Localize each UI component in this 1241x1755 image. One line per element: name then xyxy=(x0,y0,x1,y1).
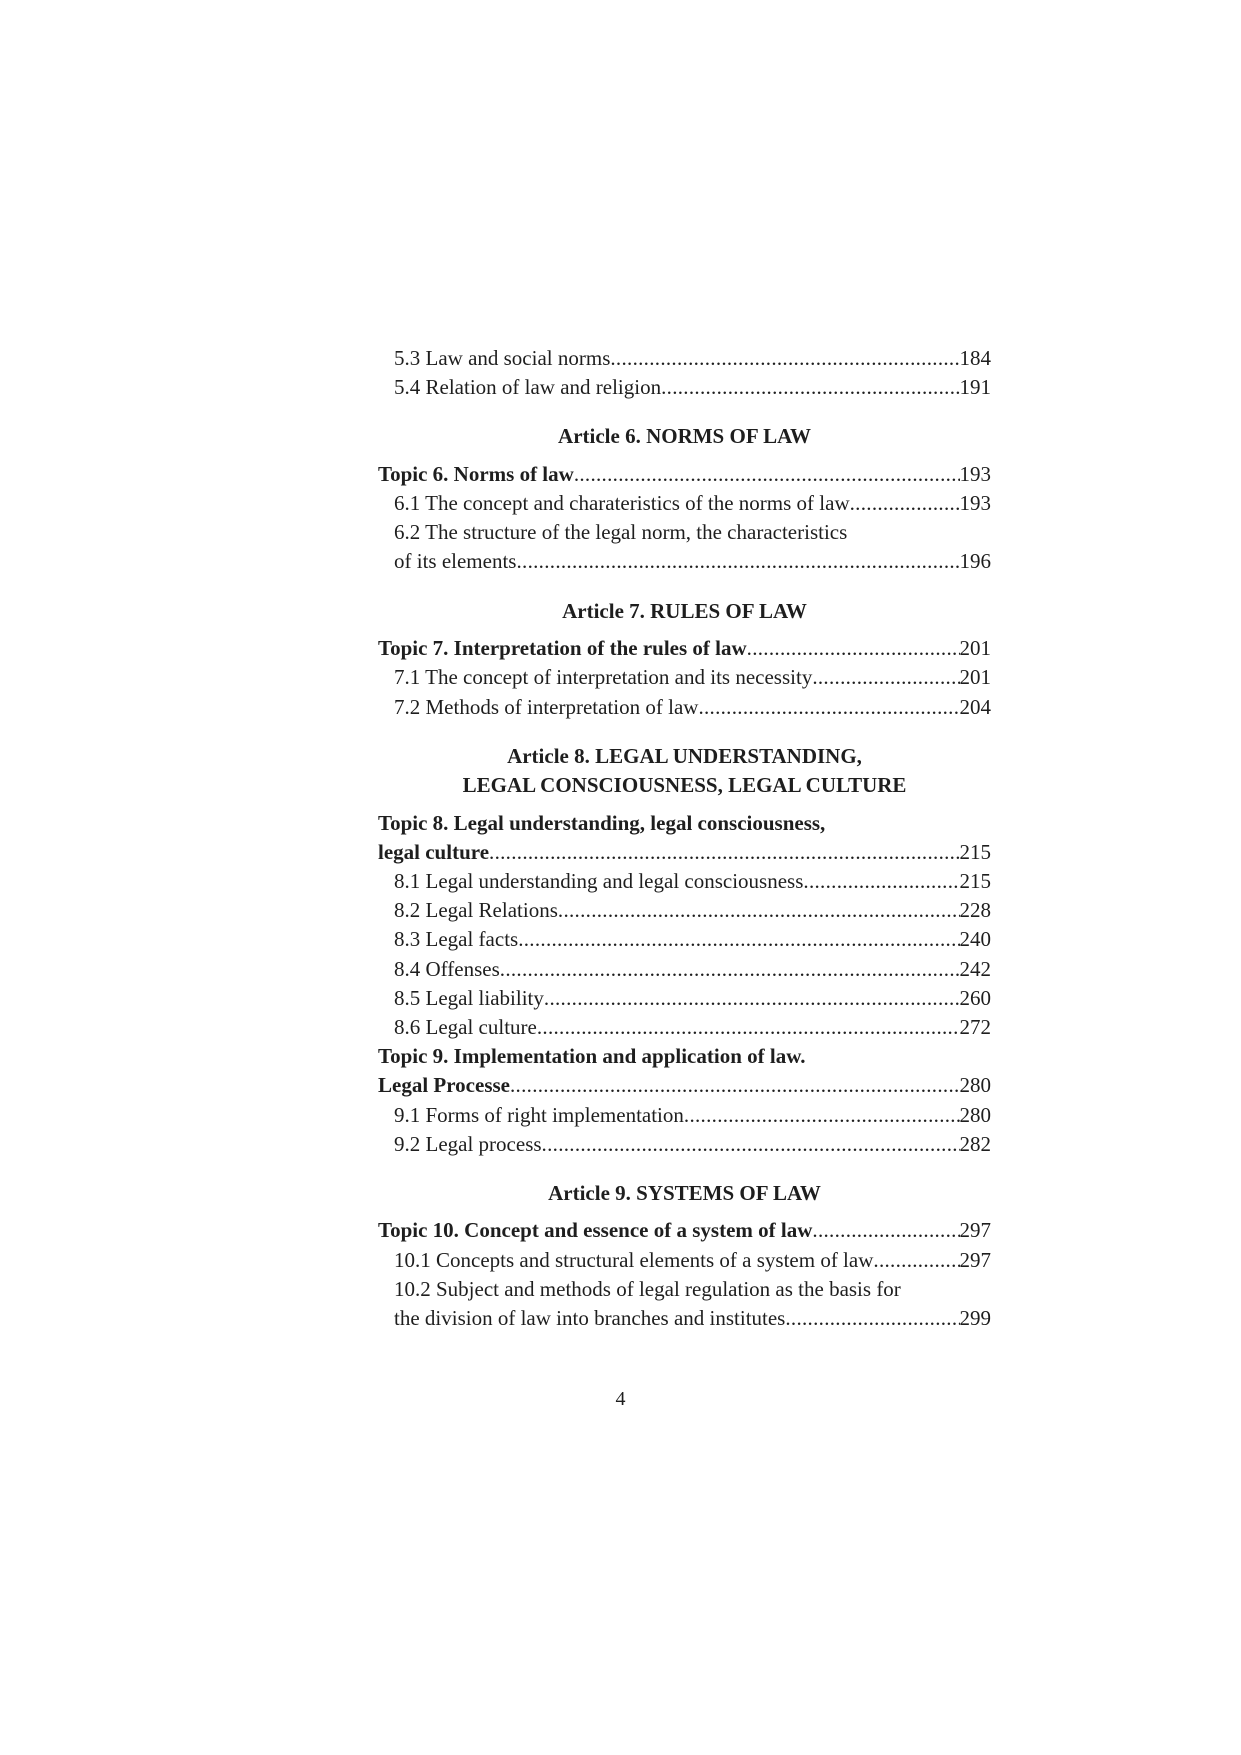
toc-entry-page: 260 xyxy=(959,985,991,1010)
dot-leader xyxy=(873,1246,959,1275)
toc-entry-8-1 xyxy=(378,867,991,896)
toc-topic-8-line-2 xyxy=(378,838,991,867)
toc-entry-page: 280 xyxy=(959,1102,991,1127)
dot-leader xyxy=(542,1130,960,1159)
toc-entry-page: 191 xyxy=(959,375,991,400)
dot-leader xyxy=(489,838,959,867)
table-of-contents xyxy=(378,344,991,1333)
toc-entry-page: 201 xyxy=(959,636,991,661)
dot-leader xyxy=(574,460,960,489)
toc-entry-page: 297 xyxy=(959,1247,991,1272)
dot-leader xyxy=(812,1216,959,1245)
toc-topic-9-line-2 xyxy=(378,1071,991,1100)
dot-leader xyxy=(698,693,959,722)
toc-entry-title: 7.2 Methods of interpretation of law xyxy=(394,694,699,719)
toc-entry-10-2-line-1 xyxy=(378,1275,991,1304)
toc-entry-page: 204 xyxy=(959,694,991,719)
dot-leader xyxy=(500,955,960,984)
page-number: 4 xyxy=(615,1388,626,1410)
toc-entry-9-1 xyxy=(378,1101,991,1130)
article-9-heading: Article 9. SYSTEMS OF LAW xyxy=(548,1180,821,1205)
toc-entry-title: Topic 9. Implementation and application of law. xyxy=(378,1044,806,1069)
toc-entry-10-2-line-2 xyxy=(378,1304,991,1333)
toc-entry-5-3 xyxy=(378,344,991,373)
toc-entry-title: 8.5 Legal liability xyxy=(394,985,544,1010)
toc-topic-7 xyxy=(378,634,991,663)
toc-entry-page: 242 xyxy=(959,956,991,981)
toc-entry-8-2 xyxy=(378,896,991,925)
toc-entry-5-4 xyxy=(378,373,991,402)
toc-entry-page: 272 xyxy=(959,1015,991,1039)
toc-entry-7-1 xyxy=(378,663,991,692)
toc-entry-page: 215 xyxy=(959,869,991,894)
toc-topic-6 xyxy=(378,460,991,489)
dot-leader xyxy=(785,1304,959,1333)
toc-entry-title: 8.6 Legal culture xyxy=(394,1015,537,1039)
toc-entry-title: Topic 8. Legal understanding, legal consciousness, xyxy=(378,810,826,835)
toc-entry-page: 299 xyxy=(959,1306,991,1330)
toc-entry-7-2 xyxy=(378,693,991,722)
toc-entry-page: 215 xyxy=(959,839,991,864)
toc-entry-title: 8.3 Legal facts xyxy=(394,927,519,952)
toc-entry-title: 8.1 Legal understanding and legal consciousness xyxy=(394,869,804,894)
toc-entry-title: 7.1 The concept of interpretation and its necessity xyxy=(394,665,813,690)
toc-entry-title: Legal Processe xyxy=(378,1073,510,1098)
toc-entry-title: 10.2 Subject and methods of legal regulation as the basis for xyxy=(394,1276,901,1301)
toc-entry-page: 280 xyxy=(959,1073,991,1098)
toc-entry-10-1 xyxy=(378,1246,991,1275)
toc-entry-8-3 xyxy=(378,925,991,954)
toc-entry-title: 6.2 The structure of the legal norm, the characteristics xyxy=(394,520,848,545)
toc-entry-6-2-line-2 xyxy=(378,547,991,576)
toc-entry-9-2 xyxy=(378,1130,991,1159)
toc-entry-title: 8.4 Offenses xyxy=(394,956,500,981)
toc-topic-8-line-1 xyxy=(378,809,991,838)
toc-entry-6-2-line-1 xyxy=(378,518,991,547)
toc-entry-page: 184 xyxy=(959,346,991,370)
toc-entry-title: legal culture xyxy=(378,839,490,864)
article-8-heading-line-1: Article 8. LEGAL UNDERSTANDING, xyxy=(507,743,862,768)
dot-leader xyxy=(684,1101,960,1130)
article-6-heading: Article 6. NORMS OF LAW xyxy=(558,424,811,449)
dot-leader xyxy=(747,634,960,663)
dot-leader xyxy=(661,373,959,402)
toc-entry-page: 240 xyxy=(959,927,991,952)
dot-leader xyxy=(516,547,959,576)
toc-entry-page: 193 xyxy=(959,461,991,486)
toc-entry-8-6 xyxy=(378,1013,991,1042)
dot-leader xyxy=(812,663,959,692)
toc-topic-10 xyxy=(378,1216,991,1245)
dot-leader xyxy=(544,984,960,1013)
toc-entry-title: 6.1 The concept and charateristics of the norms of law xyxy=(394,491,850,516)
toc-topic-9-line-1 xyxy=(378,1042,991,1071)
toc-entry-title: Topic 7. Interpretation of the rules of law xyxy=(378,636,747,661)
toc-entry-8-4 xyxy=(378,955,991,984)
article-8-heading-line-2: LEGAL CONSCIOUSNESS, LEGAL CULTURE xyxy=(462,773,907,798)
toc-entry-title: Topic 6. Norms of law xyxy=(378,461,574,486)
toc-entry-title: 9.2 Legal process xyxy=(394,1131,542,1156)
toc-entry-title: 9.1 Forms of right implementation xyxy=(394,1102,684,1127)
dot-leader xyxy=(518,925,959,954)
toc-entry-8-5 xyxy=(378,984,991,1013)
toc-entry-page: 282 xyxy=(959,1131,991,1156)
dot-leader xyxy=(558,896,960,925)
toc-entry-title: of its elements xyxy=(394,549,517,574)
article-7-heading: Article 7. RULES OF LAW xyxy=(562,598,807,623)
dot-leader xyxy=(510,1071,960,1100)
dot-leader xyxy=(610,344,959,373)
toc-entry-title: 10.1 Concepts and structural elements of a system of law xyxy=(394,1247,874,1272)
dot-leader xyxy=(850,489,960,518)
toc-entry-page: 297 xyxy=(959,1218,991,1243)
toc-entry-title: 5.3 Law and social norms xyxy=(394,346,611,370)
toc-entry-page: 201 xyxy=(959,665,991,690)
article-8-heading xyxy=(378,742,991,801)
dot-leader xyxy=(537,1013,960,1042)
toc-entry-page: 193 xyxy=(959,491,991,516)
dot-leader xyxy=(803,867,959,896)
toc-entry-title: Topic 10. Concept and essence of a system of law xyxy=(378,1218,813,1243)
toc-entry-6-1 xyxy=(378,489,991,518)
toc-entry-title: the division of law into branches and institutes xyxy=(394,1306,786,1330)
toc-entry-title: 5.4 Relation of law and religion xyxy=(394,375,662,400)
toc-entry-page: 228 xyxy=(959,898,991,923)
toc-entry-title: 8.2 Legal Relations xyxy=(394,898,558,923)
toc-entry-page: 196 xyxy=(959,549,991,574)
